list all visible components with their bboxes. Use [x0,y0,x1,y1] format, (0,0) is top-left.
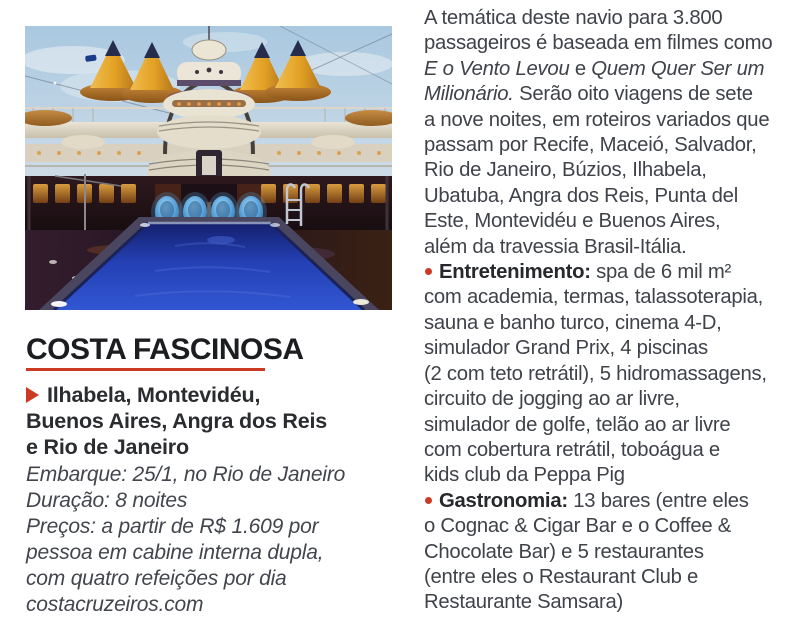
article-line: Restaurante Samsara) [424,591,624,614]
article-line: o Cognac & Cigar Bar e o Coffee & [424,515,732,538]
movie-title: E o Vento Levou [424,57,570,80]
detail-precos-cont: pessoa em cabine interna dupla, [26,541,324,564]
ship-name-heading: COSTA FASCINOSA [26,333,304,366]
movie-title: Quem Quer Ser um [591,57,765,80]
itinerary-line: Buenos Aires, Angra dos Reis [26,409,328,433]
itinerary-line [26,382,416,408]
listing-info [26,333,416,618]
triangle-bullet-icon [26,387,39,403]
article-line: sauna e banho turco, cinema 4-D, [424,311,722,334]
itinerary-text: Ilhabela, Montevidéu, [47,383,261,407]
article-line: (entre eles o Restaurant Club e [424,565,699,588]
article-column [424,6,802,616]
movie-title: Milionário. [424,83,514,106]
detail-embarque: Embarque: 25/1, no Rio de Janeiro [26,463,346,486]
article-line: E o Vento Levou e Quem Quer Ser um [424,57,765,80]
bullet-dot-icon [425,497,432,504]
article-line: simulador Grand Prix, 4 piscinas [424,337,708,360]
gastronomy-heading-line: Gastronomia: 13 bares (entre eles [424,489,802,514]
article-line: circuito de jogging ao ar livre, [424,388,680,411]
entertainment-heading-line: Entretenimento: spa de 6 mil m² [424,260,802,285]
itinerary-block [26,382,416,460]
itinerary-line: e Rio de Janeiro [26,435,189,459]
article-line: com cobertura retrátil, toboágua e [424,438,720,461]
article-line: Ubatuba, Angra dos Reis, Punta del [424,184,738,207]
website-url: costacruzeiros.com [26,593,204,616]
article-line: passam por Recife, Maceió, Salvador, [424,134,757,157]
article-line: kids club da Peppa Pig [424,464,625,487]
detail-precos: Preços: a partir de R$ 1.609 por [26,515,319,538]
gastronomy-label: Gastronomia: [439,489,568,512]
article-line: Rio de Janeiro, Búzios, Ilhabela, [424,159,707,182]
article-line: simulador de golfe, telão ao ar livre [424,413,731,436]
bullet-dot-icon [425,268,432,275]
article-line: (2 com teto retrátil), 5 hidromassagens, [424,362,767,385]
cruise-ship-photo [25,26,392,310]
detail-precos-cont: com quatro refeições por dia [26,567,287,590]
article-line: A temática deste navio para 3.800 [424,7,723,29]
article-line: além da travessia Brasil-Itália. [424,235,687,258]
entertainment-label: Entretenimento: [439,261,591,284]
heading-underline [26,368,265,371]
trip-details [26,462,416,618]
article-line: passageiros é baseada em filmes como [424,32,773,55]
article-line: com academia, termas, talassoterapia, [424,286,764,309]
detail-duracao: Duração: 8 noites [26,489,188,512]
article-line: Este, Montevidéu e Buenos Aires, [424,210,721,233]
article-line: Milionário. Serão oito viagens de sete [424,83,753,106]
article-line: a nove noites, em roteiros variados que [424,108,770,131]
article-line: Chocolate Bar) e 5 restaurantes [424,540,704,563]
